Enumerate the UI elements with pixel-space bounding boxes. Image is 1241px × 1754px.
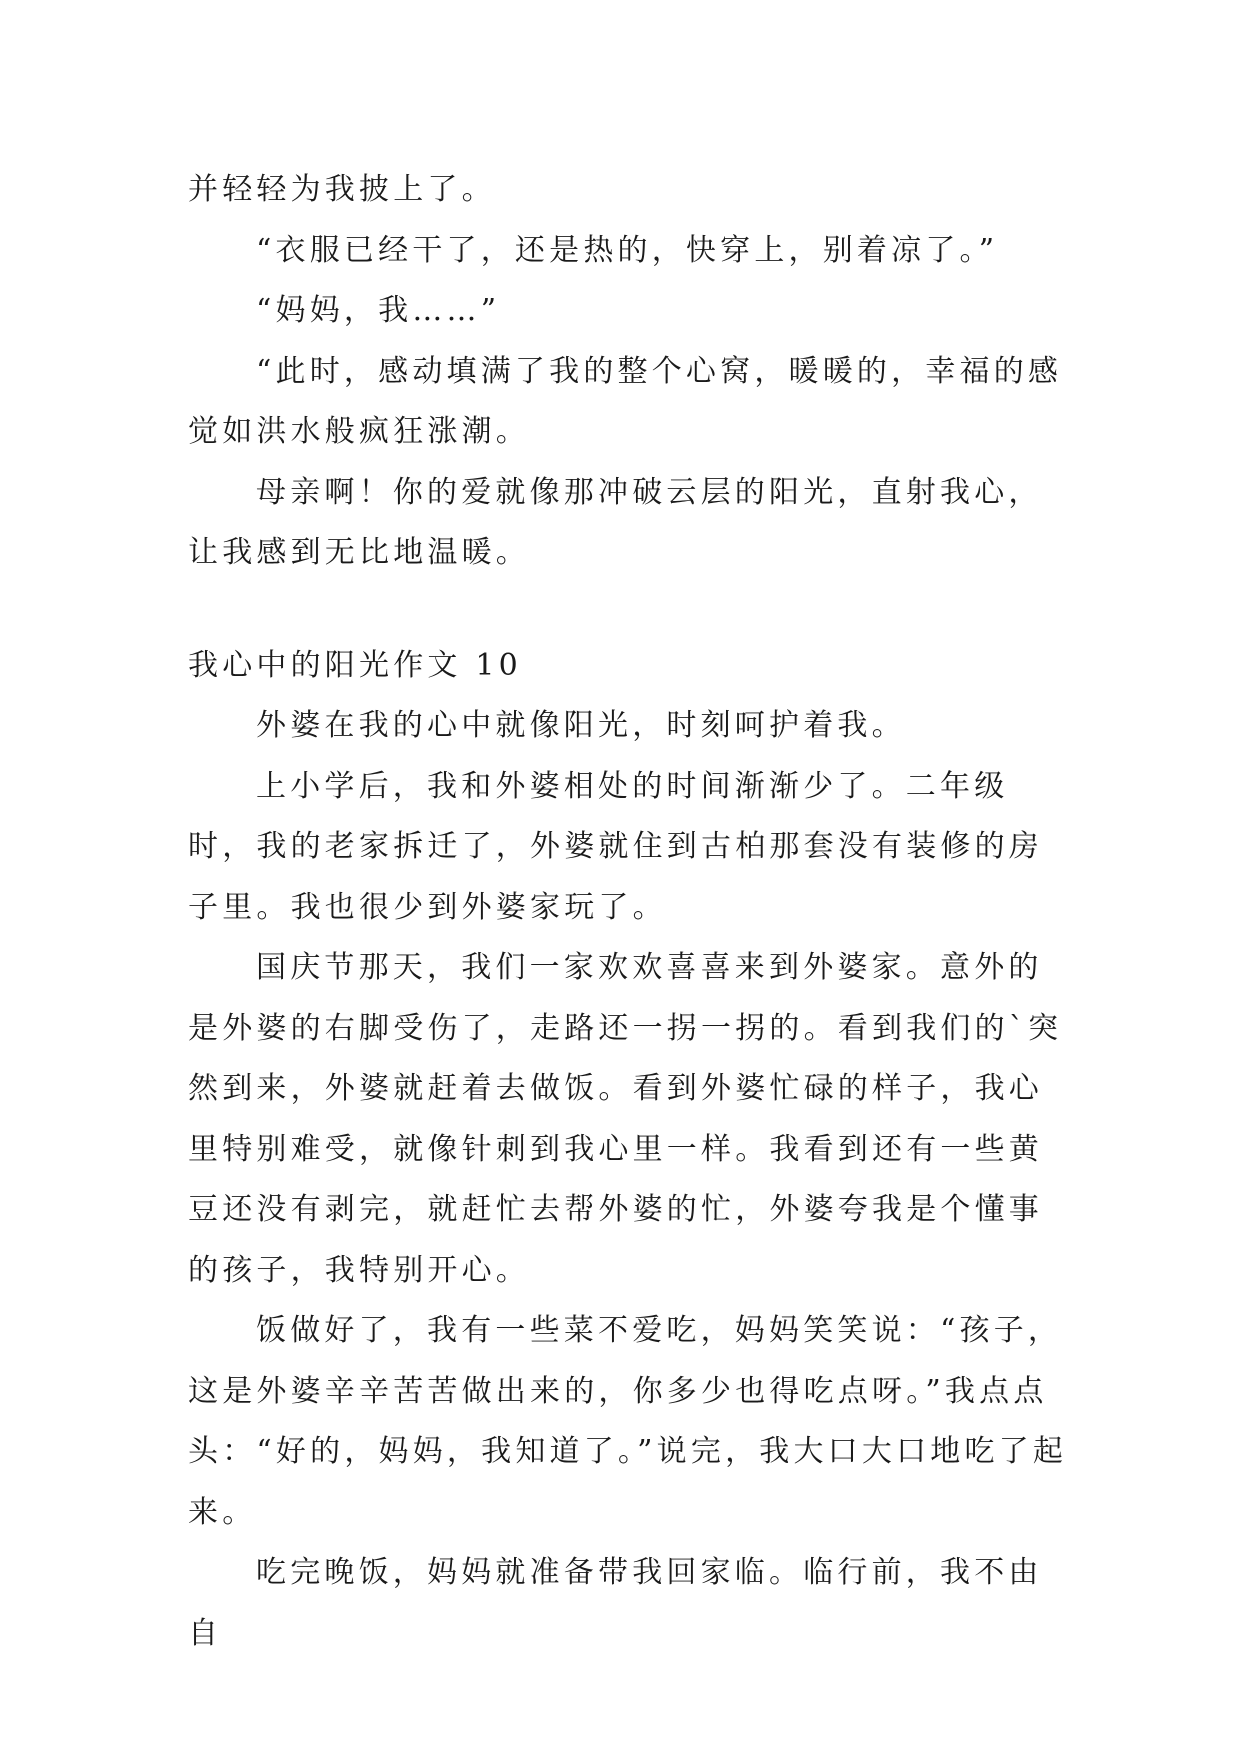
paragraph: 国庆节那天，我们一家欢欢喜喜来到外婆家。意外的是外婆的右脚受伤了，走路还一拐一拐的。看到我们的`突然到来，外婆就赶着去做饭。看到外婆忙碌的样子，我心里特别难受，就像针刺到我心里一样。我看到还有一些黄豆还没有剥完，就赶忙去帮外婆的忙，外婆夸我是个懂事的孩子，我特别开心。 xyxy=(188,950,1063,1288)
paragraph: 外婆在我的心中就像阳光，时刻呵护着我。 xyxy=(256,708,906,743)
paragraph: 饭做好了，我有一些菜不爱吃，妈妈笑笑说：“孩子，这是外婆辛辛苦苦做出来的，你多少也得吃点呀。”我点点头：“好的，妈妈，我知道了。”说完，我大口大口地吃了起来。 xyxy=(188,1313,1068,1530)
document-body xyxy=(188,160,1068,1664)
paragraph: 上小学后，我和外婆相处的时间渐渐少了。二年级时，我的老家拆迁了，外婆就住到古柏那套没有装修的房子里。我也很少到外婆家玩了。 xyxy=(188,768,1043,925)
paragraph: “妈妈，我……” xyxy=(256,293,501,328)
section-heading: 我心中的阳光作文 10 xyxy=(188,647,522,683)
paragraph: 母亲啊！你的爱就像那冲破云层的阳光，直射我心，让我感到无比地温暖。 xyxy=(188,474,1043,570)
section-spacer xyxy=(188,584,1068,636)
paragraph: “此时，感动填满了我的整个心窝，暖暖的，幸福的感觉如洪水般疯狂涨潮。 xyxy=(188,353,1063,449)
paragraph: 吃完晚饭，妈妈就准备带我回家临。临行前，我不由自 xyxy=(188,1555,1043,1651)
paragraph: 并轻轻为我披上了。 xyxy=(188,172,496,207)
paragraph: “衣服已经干了，还是热的，快穿上，别着凉了。” xyxy=(256,232,999,268)
